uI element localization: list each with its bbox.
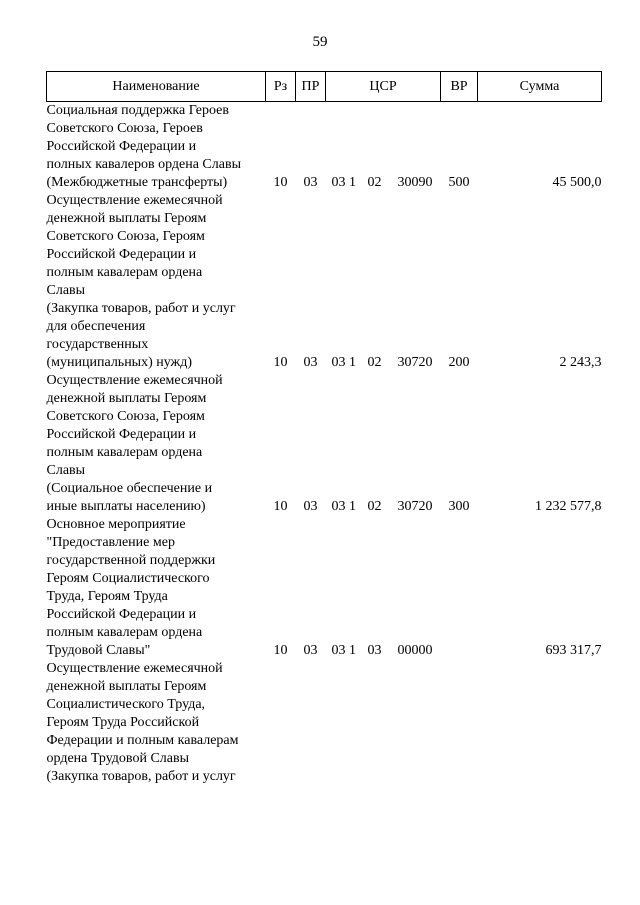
row-name-line: денежной выплаты Героям (46, 211, 207, 226)
row-name (47, 372, 266, 516)
row-name-line: Славы (46, 283, 86, 298)
row-name-line: Труда, Героям Труда (46, 589, 168, 604)
row-csr (326, 102, 441, 193)
row-csr-part: 02 (367, 175, 382, 190)
row-name (47, 516, 266, 660)
row-name-line: Осуществление ежемесячной (46, 661, 223, 676)
row-rz: 10 (273, 499, 288, 514)
row-name-line: Советского Союза, Героев (46, 121, 203, 136)
row-name-line: (муниципальных) нужд) (46, 355, 193, 370)
table-row (47, 102, 602, 193)
row-csr (326, 516, 441, 660)
row-name (47, 102, 266, 193)
header-rz: Рз (266, 72, 296, 102)
row-name-line: (Межбюджетные трансферты) (46, 175, 228, 190)
table-row (47, 516, 602, 660)
header-pr: ПР (296, 72, 326, 102)
table-row (47, 660, 602, 786)
row-name-line: (Закупка товаров, работ и услуг (46, 301, 236, 316)
row-vr (441, 660, 478, 786)
row-rz: 10 (273, 175, 288, 190)
row-csr (326, 372, 441, 516)
table-row (47, 192, 602, 372)
row-pr (296, 660, 326, 786)
row-name-line: денежной выплаты Героям (46, 679, 207, 694)
row-vr: 500 (448, 175, 470, 190)
row-name-line: Славы (46, 463, 86, 478)
row-sum: 45 500,0 (552, 175, 602, 190)
row-name-line: Основное мероприятие (46, 517, 186, 532)
row-name-line: Российской Федерации и (46, 427, 197, 442)
row-csr (326, 660, 441, 786)
row-pr: 03 (303, 643, 318, 658)
row-sum: 1 232 577,8 (535, 499, 602, 514)
row-name-line: полным кавалерам ордена (46, 265, 203, 280)
row-pr: 03 (303, 499, 318, 514)
row-csr-part: 03 (367, 643, 382, 658)
row-name-line: Российской Федерации и (46, 607, 197, 622)
row-vr: 300 (448, 499, 470, 514)
row-name-line: (Закупка товаров, работ и услуг (46, 769, 236, 784)
row-vr (441, 516, 478, 660)
header-vr: ВР (441, 72, 478, 102)
row-rz (266, 660, 296, 786)
row-csr-part: 02 (367, 355, 382, 370)
row-csr-part: 30720 (397, 499, 433, 514)
row-csr-part: 00000 (397, 643, 433, 658)
row-name-line: иные выплаты населению) (46, 499, 206, 514)
row-sum: 693 317,7 (545, 643, 602, 658)
budget-table (46, 71, 602, 786)
row-name-line: (Социальное обеспечение и (46, 481, 213, 496)
row-name-line: денежной выплаты Героям (46, 391, 207, 406)
row-name-line: Советского Союза, Героям (46, 409, 205, 424)
row-name-line: ордена Трудовой Славы (46, 751, 189, 766)
row-vr: 200 (448, 355, 470, 370)
row-name-line: государственных (46, 337, 149, 352)
row-name-line: Федерации и полным кавалерам (46, 733, 239, 748)
row-name-line: полным кавалерам ордена (46, 625, 203, 640)
row-csr-part: 03 1 (331, 355, 356, 370)
table-row (47, 372, 602, 516)
row-name-line: Российской Федерации и (46, 247, 197, 262)
row-csr-part: 02 (367, 499, 382, 514)
row-pr: 03 (303, 355, 318, 370)
row-name-line: Социалистического Труда, (46, 697, 206, 712)
row-rz: 10 (273, 643, 288, 658)
row-sum: 2 243,3 (559, 355, 602, 370)
row-csr (326, 192, 441, 372)
row-name-line: "Предоставление мер (46, 535, 175, 550)
header-csr: ЦСР (326, 72, 441, 102)
row-name-line: Российской Федерации и (46, 139, 197, 154)
row-csr-part: 30090 (397, 175, 433, 190)
row-name-line: для обеспечения (46, 319, 146, 334)
row-name-line: Осуществление ежемесячной (46, 193, 223, 208)
row-name (47, 192, 266, 372)
row-sum (478, 660, 602, 786)
row-name-line: полным кавалерам ордена (46, 445, 203, 460)
row-name-line: Осуществление ежемесячной (46, 373, 223, 388)
row-csr-part: 30720 (397, 355, 433, 370)
row-csr-part: 03 1 (331, 499, 356, 514)
header-sum: Сумма (478, 72, 602, 102)
row-name-line: Трудовой Славы" (46, 643, 151, 658)
row-name-line: Героям Труда Российской (46, 715, 200, 730)
page-number: 59 (312, 34, 328, 50)
row-name-line: государственной поддержки (46, 553, 216, 568)
row-pr: 03 (303, 175, 318, 190)
row-csr-part: 03 1 (331, 643, 356, 658)
row-name-line: Социальная поддержка Героев (46, 103, 229, 118)
row-name (47, 660, 266, 786)
row-name-line: полных кавалеров ордена Славы (46, 157, 241, 172)
row-name-line: Героям Социалистического (46, 571, 210, 586)
row-name-line: Советского Союза, Героям (46, 229, 205, 244)
table-header-row (47, 72, 602, 102)
header-name: Наименование (47, 72, 266, 102)
row-rz: 10 (273, 355, 288, 370)
row-csr-part: 03 1 (331, 175, 356, 190)
